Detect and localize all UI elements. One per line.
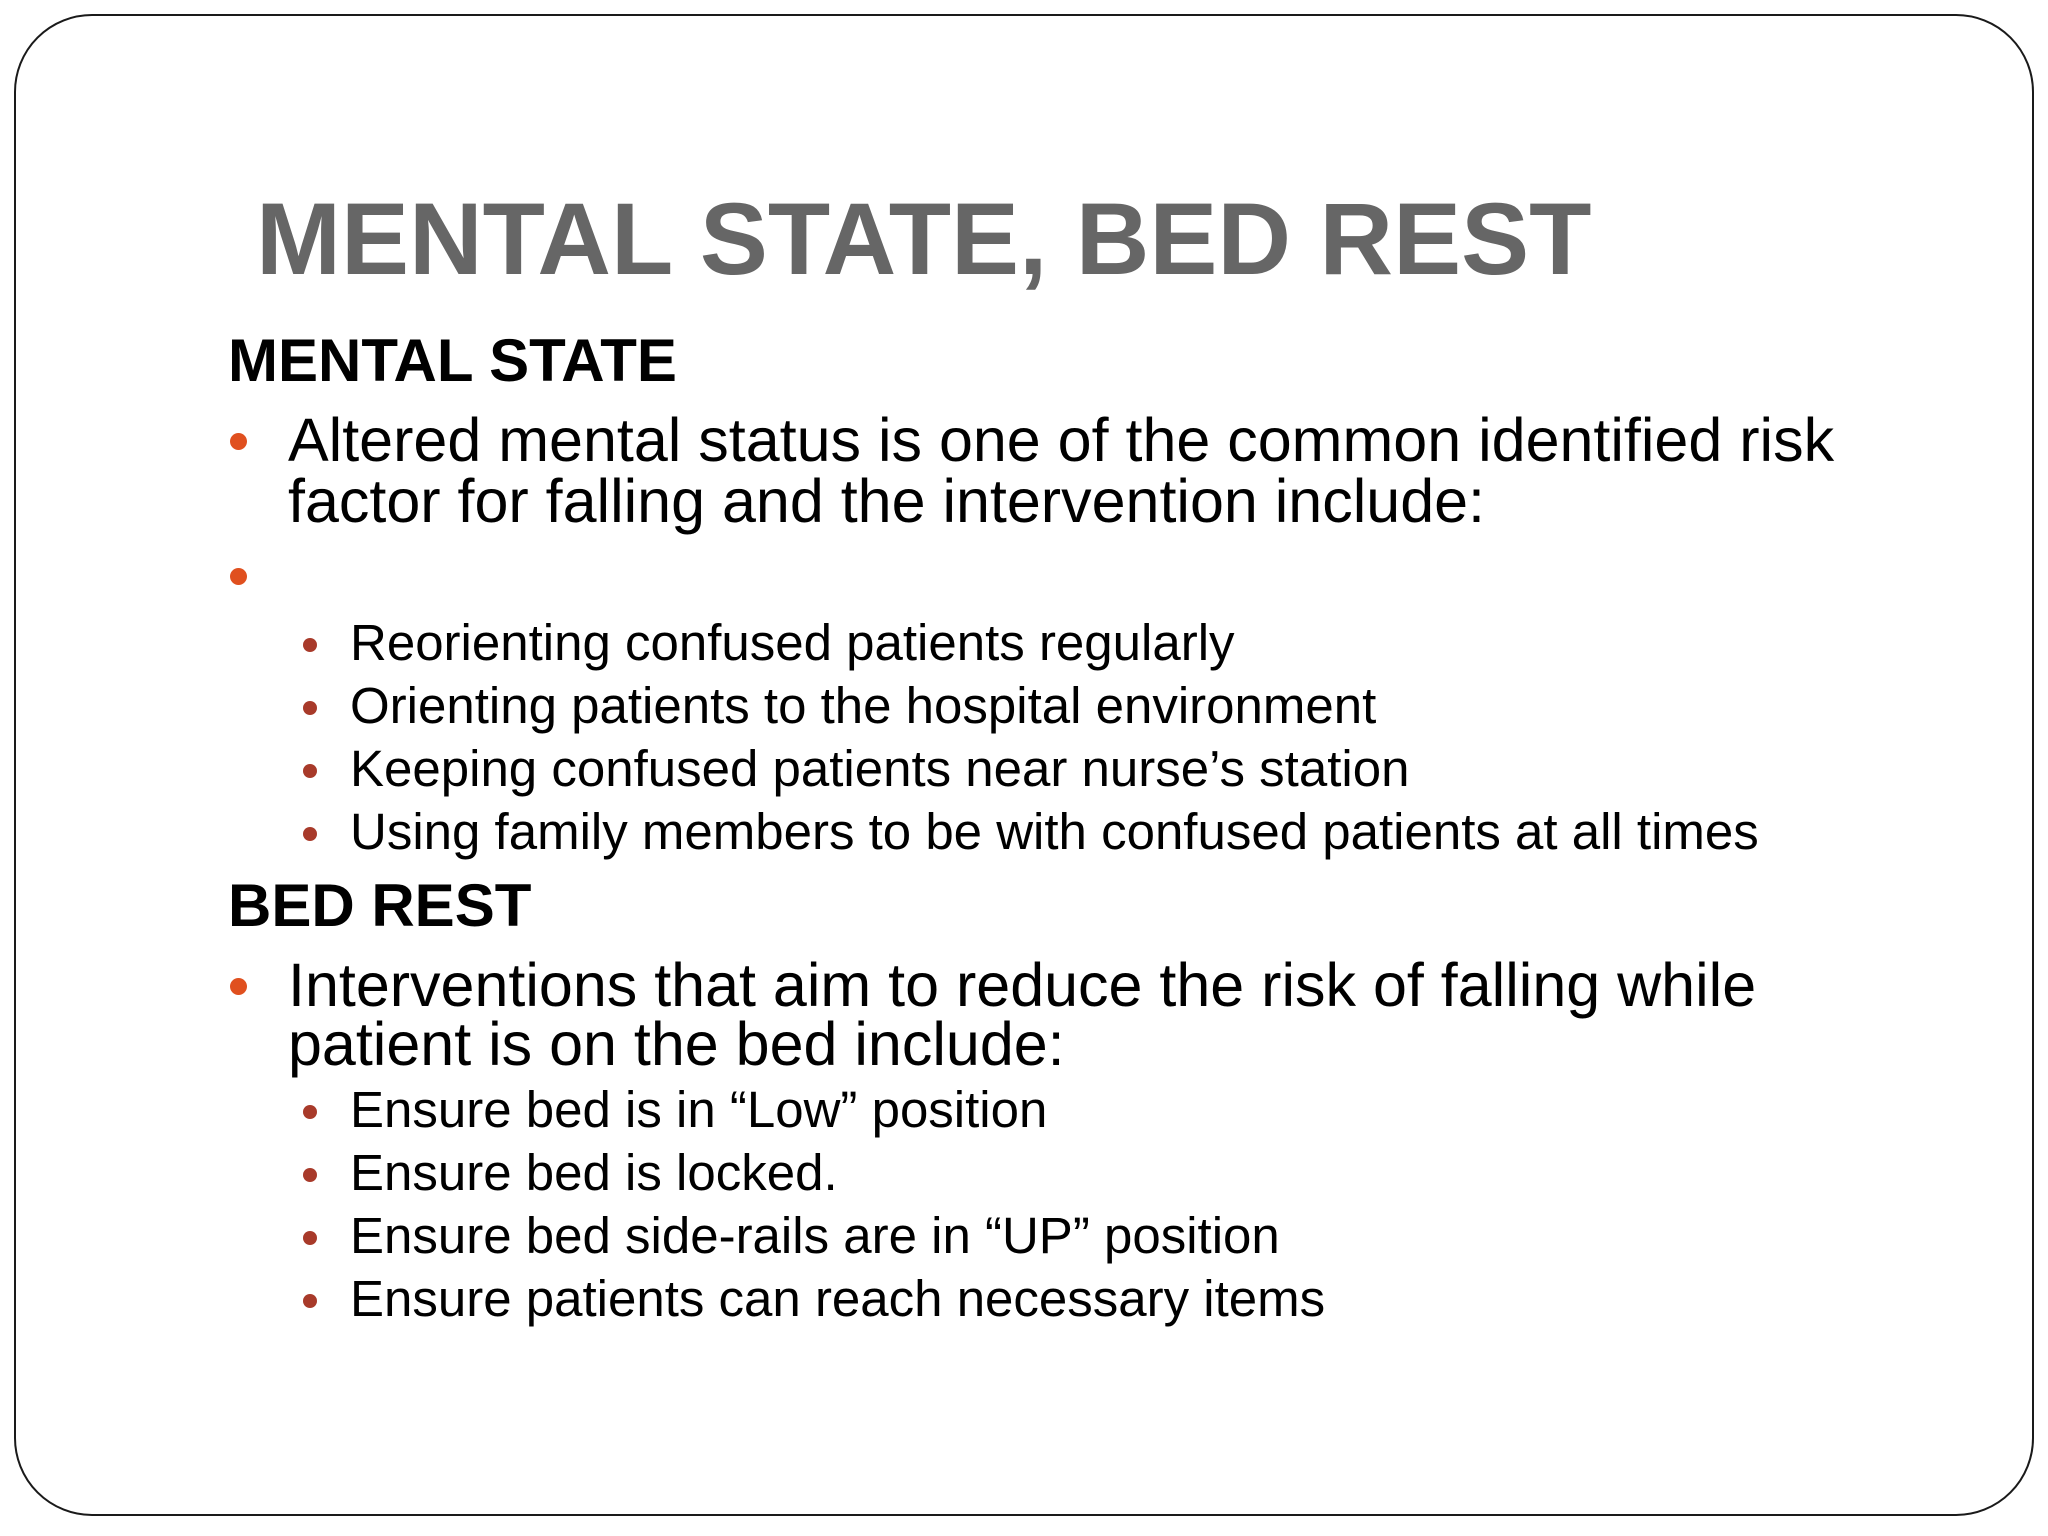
sub-bullet-dot-icon (303, 1105, 317, 1119)
bullet-text-line: Altered mental status is one of the common identified risk (288, 406, 1835, 474)
sub-bullet-text: Reorienting confused patients regularly (350, 614, 1235, 671)
sub-bullet-dot-icon (303, 827, 317, 841)
sub-bullet-dot-icon (303, 1294, 317, 1308)
section-heading-bed-rest: BED REST (228, 872, 532, 939)
sub-bullet-text: Keeping confused patients near nurse’s station (350, 740, 1410, 797)
sub-bullet-dot-icon (303, 1168, 317, 1182)
bullet-dot-icon (230, 568, 247, 585)
section-heading-mental-state: MENTAL STATE (228, 327, 677, 394)
sub-bullet-text: Ensure patients can reach necessary items (350, 1270, 1326, 1327)
sub-bullet-text: Ensure bed is in “Low” position (350, 1081, 1048, 1138)
sub-bullet-dot-icon (303, 638, 317, 652)
bullet-text-line: patient is on the bed include: (288, 1010, 1065, 1078)
sub-bullet-text: Orienting patients to the hospital environment (350, 677, 1377, 734)
slide-title: MENTAL STATE, BED REST (256, 182, 1592, 296)
sub-bullet-text: Ensure bed is locked. (350, 1144, 838, 1201)
bullet-text-line: Interventions that aim to reduce the risk of falling while (288, 951, 1757, 1019)
sub-bullet-dot-icon (303, 1231, 317, 1245)
bullet-dot-icon (230, 433, 247, 450)
bullet-text-line: factor for falling and the intervention include: (288, 467, 1486, 535)
sub-bullet-text: Using family members to be with confused patients at all times (350, 803, 1759, 860)
sub-bullet-dot-icon (303, 701, 317, 715)
sub-bullet-dot-icon (303, 764, 317, 778)
sub-bullet-text: Ensure bed side-rails are in “UP” position (350, 1207, 1280, 1264)
bullet-dot-icon (230, 978, 247, 995)
